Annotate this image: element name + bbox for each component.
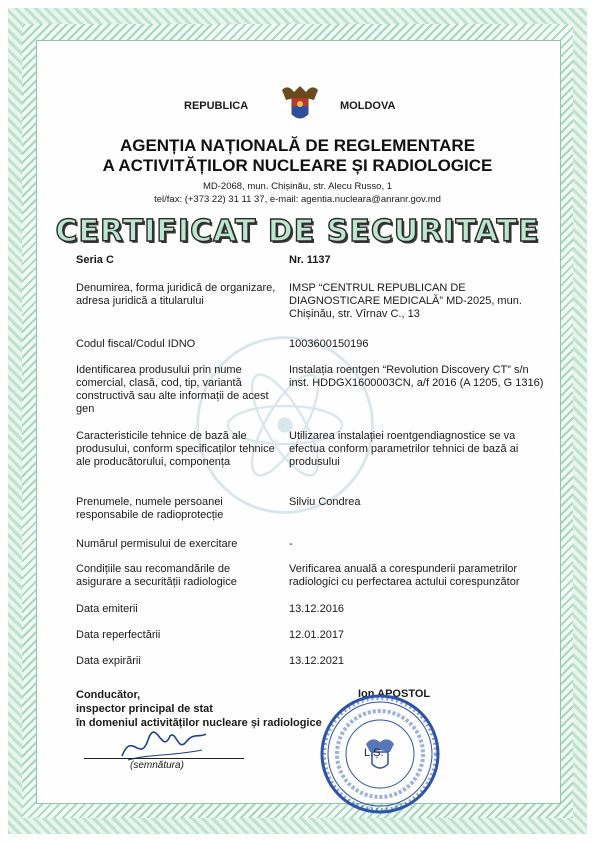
field-value-reissue-date: 12.01.2017 [289,629,345,641]
field-value-issue-date: 13.12.2016 [289,603,345,615]
field-value-product-id: Instalația roentgen “Revolution Discovery CT” s/n inst. HDDGX1600003CN, a/f 2016 (A 1205, G 1316) [289,364,544,389]
field-value-conditions: Verificarea anuală a corespunderii parametrilor radiologici cu perfectarea actului corespunzător [289,563,520,588]
field-label-product-id: Identificarea produsului prin nume comercial, clasă, cod, tip, variantă constructivă sau alte informații de acest gen [76,364,269,415]
field-value-responsible-person: Silviu Condrea [289,496,361,508]
signatory-title: Conducător, inspector principal de stat în domeniul activităților nucleare și radiologice [76,689,322,729]
field-label-fiscal-code: Codul fiscal/Codul IDNO [76,338,196,350]
field-label-issue-date: Data emiterii [76,603,138,615]
field-label-tech-specs: Caracteristicile tehnice de bază ale produsului, conform specificaților tehnice ale producătorului, componența [76,430,275,468]
field-value-fiscal-code: 1003600150196 [289,338,369,350]
certificate-number: Nr. 1137 [289,254,331,266]
signature-caption: (semnătura) [130,760,184,771]
field-value-permit-number: - [289,538,293,550]
signature-line [84,758,244,759]
field-value-holder: IMSP “CENTRUL REPUBLICAN DE DIAGNOSTICARE MEDICALĂ” MD-2025, mun. Chișinău, str. Vîrnav C., 13 [289,282,522,320]
official-seal-icon [318,692,442,816]
field-label-responsible-person: Prenumele, numele persoanei responsabile de radioprotecție [76,496,224,521]
seria-label: Seria C [76,254,114,266]
agency-name: AGENȚIA NAȚIONALĂ DE REGLEMENTARE A ACTIVITĂȚILOR NUCLEARE ȘI RADIOLOGICE [102,136,493,175]
field-label-expiry-date: Data expirării [76,655,141,667]
atom-watermark-icon [190,330,380,520]
country-label: MOLDOVA [340,100,396,112]
certificate-title: CERTIFICAT DE SECURITATE [55,214,540,249]
coat-of-arms-icon [280,82,320,126]
agency-address: MD-2068, mun. Chișinău, str. Alecu Russo, 1 tel/fax: (+373 22) 31 11 37, e-mail: agentia.nucleara@anranr.gov.md [154,181,441,205]
field-value-tech-specs: Utilizarea instalației roentgendiagnostice se va efectua conform parametrilor tehnici de bază ai produsului [289,430,519,468]
stamp-ls-text: L.Ș. [364,747,384,759]
republic-label: REPUBLICA [184,100,249,112]
field-label-permit-number: Numărul permisului de exercitare [76,538,238,550]
signatory-name: Ion APOSTOL [358,688,431,700]
field-label-reissue-date: Data reperfectării [76,629,161,641]
field-label-conditions: Condițiile sau recomandările de asigurare a securității radiologice [76,563,237,588]
field-label-holder: Denumirea, forma juridică de organizare, adresa juridică a titularului [76,282,276,307]
field-value-expiry-date: 13.12.2021 [289,655,345,667]
